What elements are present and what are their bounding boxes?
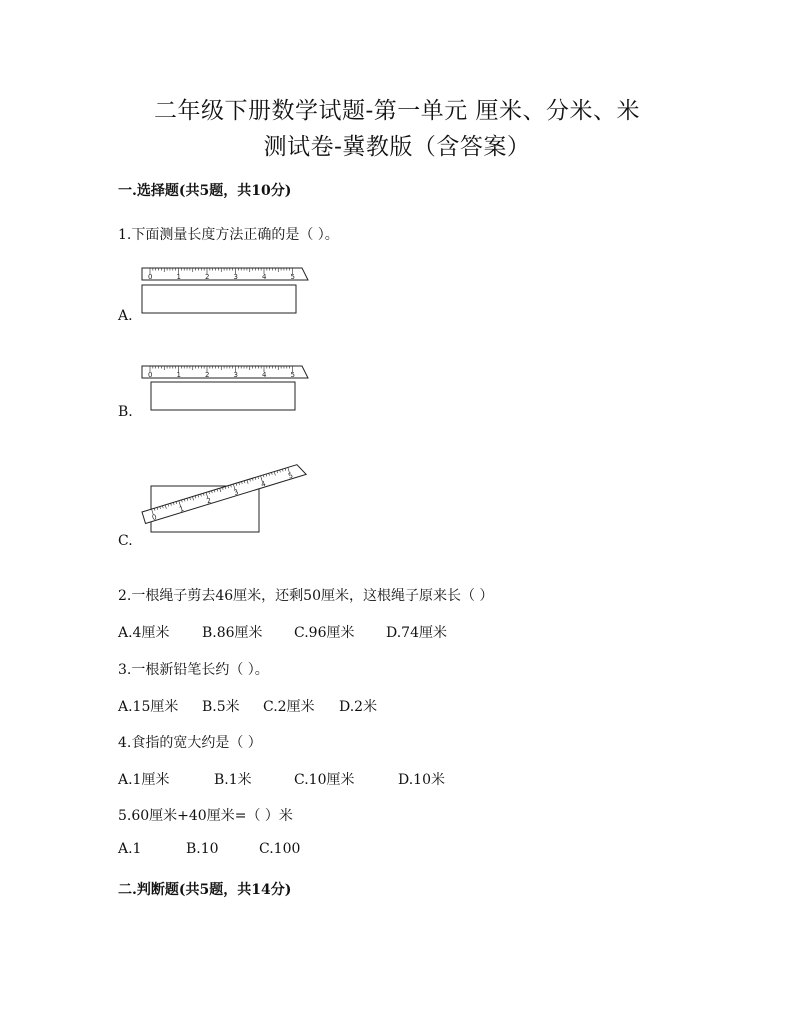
q3-option-b: B.5米 <box>202 699 240 715</box>
question-2-text: 2.一根绳子剪去46厘米，还剩50厘米，这根绳子原来长（ ） <box>118 588 494 604</box>
ruler-c-numeral: 4 <box>260 479 267 489</box>
q4-option-c: C.10厘米 <box>294 772 355 788</box>
q3-option-a: A.15厘米 <box>118 699 179 715</box>
ruler-a-numeral: 2 <box>205 273 210 281</box>
q3-option-d: D.2米 <box>339 699 378 715</box>
measured-bar-a <box>142 285 296 313</box>
question-5-text: 5.60厘米+40厘米=（ ）米 <box>118 808 293 824</box>
figure-b <box>138 362 313 414</box>
ruler-c-numeral: 0 <box>151 513 158 523</box>
doc-title-line1: 二年级下册数学试题-第一单元 厘米、分米、米 <box>153 98 641 124</box>
q5-option-b: B.10 <box>186 841 219 857</box>
ruler-b-numeral: 2 <box>205 371 210 379</box>
ruler-a <box>142 268 308 281</box>
ruler-b-numeral: 0 <box>148 371 153 379</box>
q2-option-a: A.4厘米 <box>118 625 170 641</box>
figure-a <box>138 264 313 316</box>
q2-option-b: B.86厘米 <box>202 625 263 641</box>
ruler-a-numeral: 3 <box>233 273 238 281</box>
q4-option-b: B.1米 <box>214 772 252 788</box>
q4-option-d: D.10米 <box>398 772 445 788</box>
ruler-b-numeral: 1 <box>176 371 181 379</box>
measured-bar-b <box>151 382 295 410</box>
doc-title-line2: 测试卷-冀教版（含答案） <box>263 134 531 160</box>
option-a-label: A. <box>118 308 133 324</box>
ruler-b-numeral: 3 <box>233 371 238 379</box>
question-1-text: 1.下面测量长度方法正确的是（ ）。 <box>118 227 339 243</box>
q3-option-c: C.2厘米 <box>263 699 315 715</box>
ruler-a-numeral: 5 <box>290 273 295 281</box>
q5-option-a: A.1 <box>118 841 142 857</box>
ruler-b-numeral: 5 <box>290 371 295 379</box>
ruler-b-numeral: 4 <box>262 371 267 379</box>
question-4-text: 4.食指的宽大约是（ ） <box>118 735 262 751</box>
question-3-text: 3.一根新铅笔长约（ ）。 <box>118 662 269 678</box>
ruler-c-numeral: 1 <box>178 504 185 514</box>
option-c-label: C. <box>118 533 133 549</box>
q2-option-d: D.74厘米 <box>386 625 447 641</box>
section2-heading: 二.判断题(共5题，共14分) <box>118 882 292 898</box>
ruler-a-numeral: 1 <box>176 273 181 281</box>
ruler-b <box>142 366 308 379</box>
section1-heading: 一.选择题(共5题，共10分) <box>118 183 292 199</box>
ruler-c-numeral: 3 <box>232 488 240 498</box>
ruler-c-numeral: 5 <box>287 471 294 481</box>
figure-c <box>138 462 318 537</box>
ruler-a-numeral: 0 <box>148 273 153 281</box>
ruler-a-numeral: 4 <box>262 273 267 281</box>
q5-option-c: C.100 <box>259 841 301 857</box>
option-b-label: B. <box>118 404 133 420</box>
q4-option-a: A.1厘米 <box>118 772 170 788</box>
ruler-c-numeral: 2 <box>205 496 213 506</box>
q2-option-c: C.96厘米 <box>294 625 355 641</box>
